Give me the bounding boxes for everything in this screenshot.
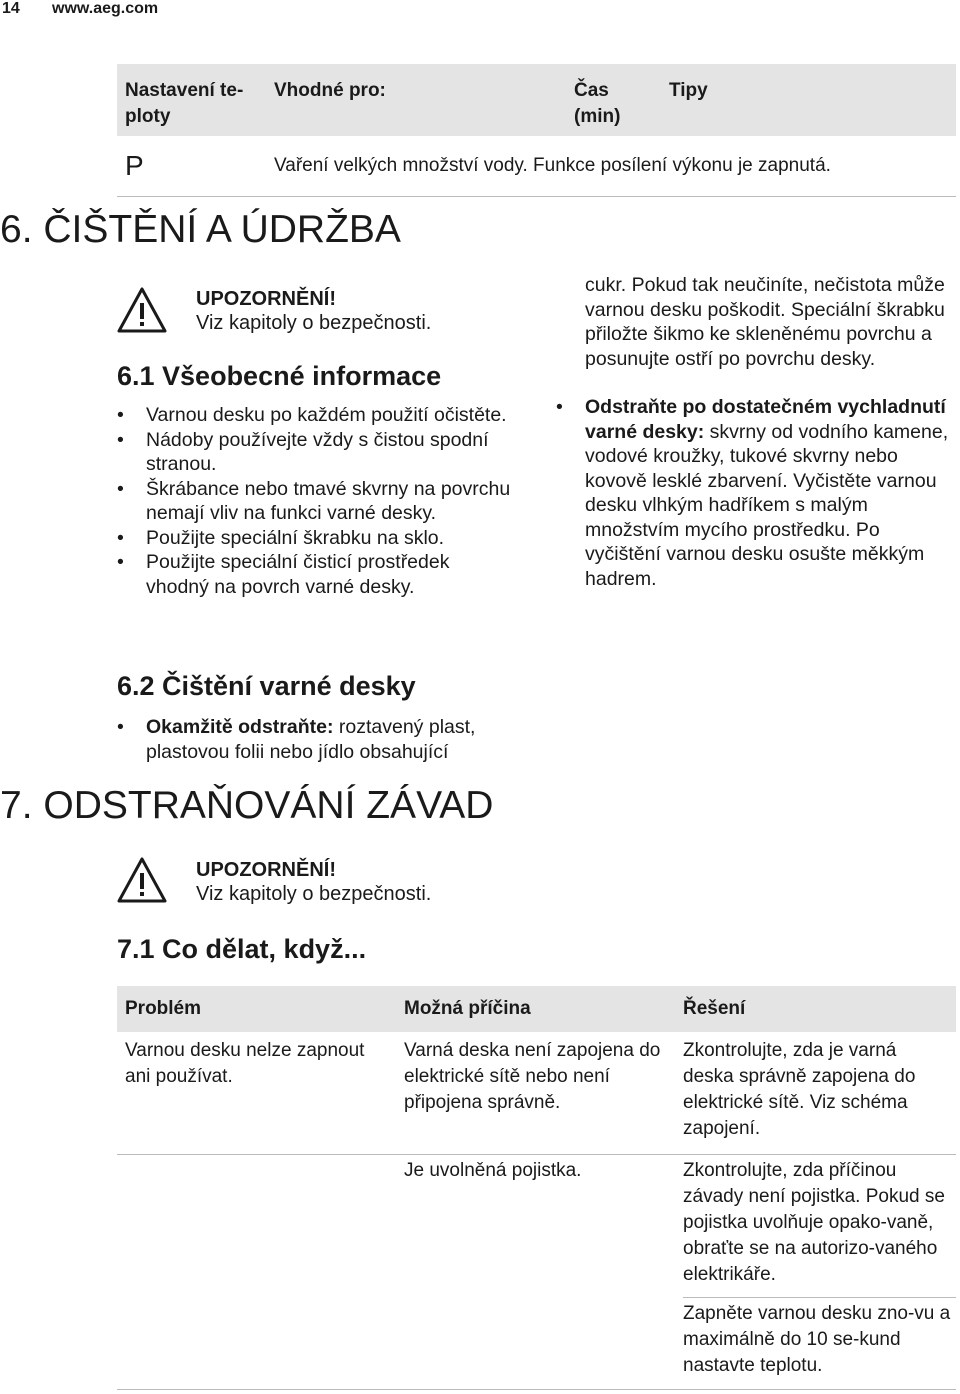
list-item (117, 715, 537, 764)
list-item (556, 395, 951, 591)
cleaning-list-right (556, 395, 951, 591)
list-item: • Varnou desku po každém použití očistěte. (117, 403, 517, 428)
warning-triangle-icon (116, 286, 168, 334)
subsection-6-1-title: 6.1 Všeobecné informace (117, 361, 442, 391)
section-7-title: 7. ODSTRAŇOVÁNÍ ZÁVAD (0, 784, 494, 827)
warning-triangle-icon (116, 856, 168, 904)
general-info-list (117, 403, 517, 599)
table-bottom-border (117, 1389, 956, 1390)
list-item: • Použijte speciální škrabku na sklo. (117, 526, 517, 551)
warning-title: UPOZORNĚNÍ! (196, 288, 336, 310)
warning-text: Viz kapitoly o bezpečnosti. (196, 312, 432, 334)
warning-title: UPOZORNĚNÍ! (196, 859, 336, 881)
item-text: skvrny od vodního kamene, vodové kroužky, tukové skvrny nebo kovově lesklé zbarvení. Vyčistěte varnou desku vlhkým hadříkem s malým množstvím mycího prostředku. Po vyčištění varnou desku osušte měkkým hadrem. (585, 420, 949, 590)
page-header (0, 0, 960, 20)
table-cell-problem: Varnou desku nelze zapnout ani používat. (125, 1040, 365, 1087)
cleaning-list-left (117, 715, 537, 764)
table-cell-solution: Zapněte varnou desku zno-vu a maximálně do 10 se-kund nastavte teplotu. (683, 1303, 951, 1376)
list-item: • Nádoby používejte vždy s čistou spodní stranou. (117, 428, 517, 477)
cleaning-continuation: cukr. Pokud tak neučiníte, nečistota může varnou desku poškodit. Speciální škrabku přiložte šikmo ke skleněnému povrchu a posunujte ostří po povrchu desky. (585, 274, 945, 370)
col-header-cause: Možná příčina (404, 998, 531, 1019)
row-separator (117, 1154, 956, 1155)
col-header-suitable: Vhodné pro: (274, 80, 386, 101)
col-header-setting: Nastavení te- ploty (125, 80, 244, 127)
warning-text: Viz kapitoly o bezpečnosti. (196, 883, 432, 905)
page-url: www.aeg.com (52, 0, 159, 17)
page-number: 14 (2, 0, 20, 17)
list-item: • Škrábance nebo tmavé skvrny na povrchu nemají vliv na funkci varné desky. (117, 477, 517, 526)
subsection-6-2-title: 6.2 Čištění varné desky (117, 671, 416, 701)
col-header-problem: Problém (125, 998, 202, 1019)
table-row (117, 136, 956, 197)
col-header-solution: Řešení (683, 998, 746, 1019)
subsection-7-1-title: 7.1 Co dělat, když... (117, 934, 367, 964)
row-description: Vaření velkých množství vody. Funkce posílení výkonu je zapnutá. (274, 155, 831, 176)
list-item: • Použijte speciální čisticí prostředek vhodný na povrch varné desky. (117, 550, 517, 599)
power-boost-symbol: P (125, 150, 144, 181)
table-cell-cause: Varná deska není zapojena do elektrické sítě nebo není připojena správně. (404, 1040, 661, 1113)
section-6-title: 6. ČIŠTĚNÍ A ÚDRŽBA (0, 208, 401, 251)
col-header-time: Čas (min) (574, 80, 621, 127)
table-cell-cause: Je uvolněná pojistka. (404, 1160, 582, 1181)
table-cell-solution: Zkontrolujte, zda je varná deska správně zapojena do elektrické sítě. Viz schéma zapojení. (683, 1040, 916, 1139)
row-separator (683, 1297, 956, 1298)
table-cell-solution: Zkontrolujte, zda příčinou závady není pojistka. Pokud se pojistka uvolňuje opako-vaně, obraťte se na autorizo-vaného elektrikáře. (683, 1160, 945, 1285)
table-header-row (117, 986, 956, 1032)
item-bold-lead: Odstraňte po dostatečném vychladnutí varné desky: (585, 396, 946, 443)
item-text: roztavený plast, plastovou folii nebo jídlo obsahující (146, 716, 476, 763)
troubleshooting-table (117, 986, 956, 1390)
item-bold-lead: Okamžitě odstraňte: (146, 716, 334, 738)
col-header-tips: Tipy (669, 80, 708, 101)
